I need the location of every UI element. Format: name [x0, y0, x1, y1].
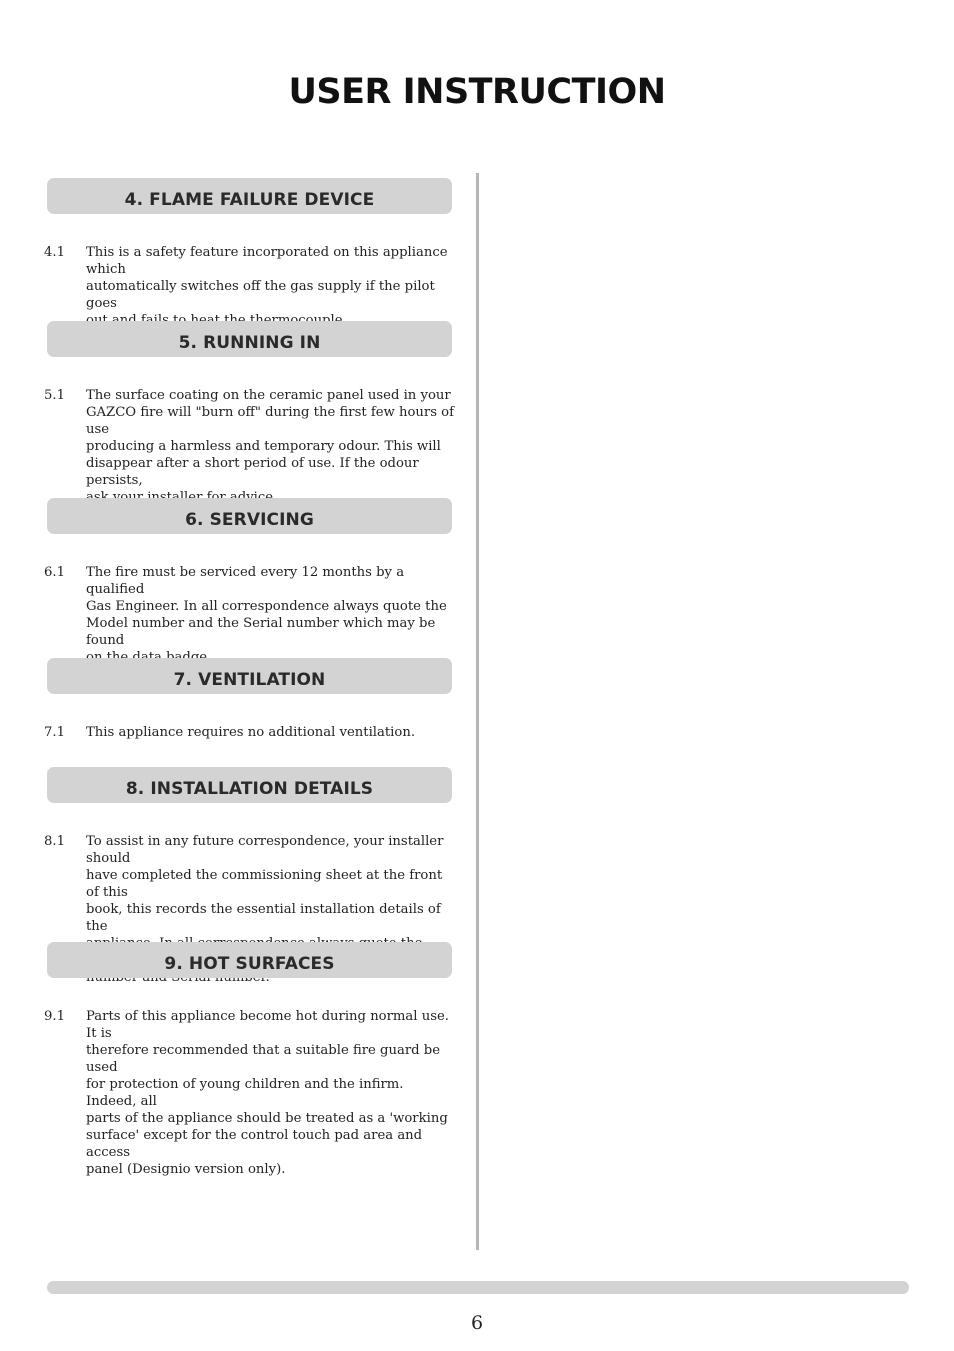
footer-bar — [47, 1281, 909, 1294]
paragraph-number: 7.1 — [44, 725, 65, 740]
text-line: parts of the appliance should be treated as a 'working — [86, 1111, 448, 1126]
paragraph — [44, 387, 454, 506]
section-title: 7. VENTILATION — [173, 670, 326, 690]
section-header — [47, 767, 452, 803]
text-line: Gas Engineer. In all correspondence always quote the — [86, 599, 447, 614]
text-line: disappear after a short period of use. If the odour persists, — [86, 456, 419, 488]
paragraph-number: 8.1 — [44, 834, 65, 849]
paragraph-number: 6.1 — [44, 565, 65, 580]
section-title: 5. RUNNING IN — [178, 333, 321, 353]
text-line: GAZCO fire will "burn off" during the first few hours of use — [86, 405, 455, 437]
section-servicing — [44, 498, 454, 666]
text-line: This appliance requires no additional ventilation. — [86, 725, 416, 740]
column-divider — [476, 173, 479, 1250]
section-title: 9. HOT SURFACES — [164, 954, 335, 974]
paragraph-text — [86, 564, 454, 666]
section-title: 8. INSTALLATION DETAILS — [125, 779, 374, 799]
paragraph — [44, 564, 454, 666]
section-flame-failure-device — [44, 178, 454, 329]
text-line: The surface coating on the ceramic panel used in your — [86, 388, 451, 403]
text-line: for protection of young children and the infirm. Indeed, all — [86, 1077, 404, 1109]
paragraph-number: 5.1 — [44, 388, 65, 403]
section-header — [47, 658, 452, 694]
paragraph-text — [86, 724, 454, 741]
text-line: panel (Designio version only). — [86, 1162, 286, 1177]
text-line: producing a harmless and temporary odour. This will — [86, 439, 441, 454]
section-hot-surfaces — [44, 942, 454, 1178]
text-line: This is a safety feature incorporated on this appliance which — [86, 245, 448, 277]
page-number: 6 — [470, 1312, 484, 1334]
paragraph — [44, 724, 454, 741]
text-line: therefore recommended that a suitable fire guard be used — [86, 1043, 441, 1075]
section-ventilation — [44, 658, 454, 741]
paragraph-text — [86, 1008, 454, 1178]
section-header — [47, 321, 452, 357]
page-title: USER INSTRUCTION — [288, 72, 666, 112]
paragraph — [44, 1008, 454, 1178]
text-line: book, this records the essential installation details of the — [86, 902, 441, 934]
paragraph-text — [86, 387, 454, 506]
text-line: automatically switches off the gas supply if the pilot goes — [86, 279, 435, 311]
text-line: The fire must be serviced every 12 months by a qualified — [86, 565, 405, 597]
text-line: To assist in any future correspondence, your installer should — [86, 834, 444, 866]
paragraph-text — [86, 244, 454, 329]
text-line: have completed the commissioning sheet at the front of this — [86, 868, 443, 900]
paragraph-number: 4.1 — [44, 245, 65, 260]
section-running-in — [44, 321, 454, 506]
section-header — [47, 498, 452, 534]
text-line: surface' except for the control touch pad area and access — [86, 1128, 423, 1160]
section-title: 6. SERVICING — [185, 510, 314, 530]
text-line: Parts of this appliance become hot during normal use. It is — [86, 1009, 449, 1041]
text-line: Model number and the Serial number which may be found — [86, 616, 436, 648]
section-title: 4. FLAME FAILURE DEVICE — [124, 190, 375, 210]
section-header — [47, 178, 452, 214]
section-header — [47, 942, 452, 978]
paragraph-number: 9.1 — [44, 1009, 65, 1024]
paragraph — [44, 244, 454, 329]
